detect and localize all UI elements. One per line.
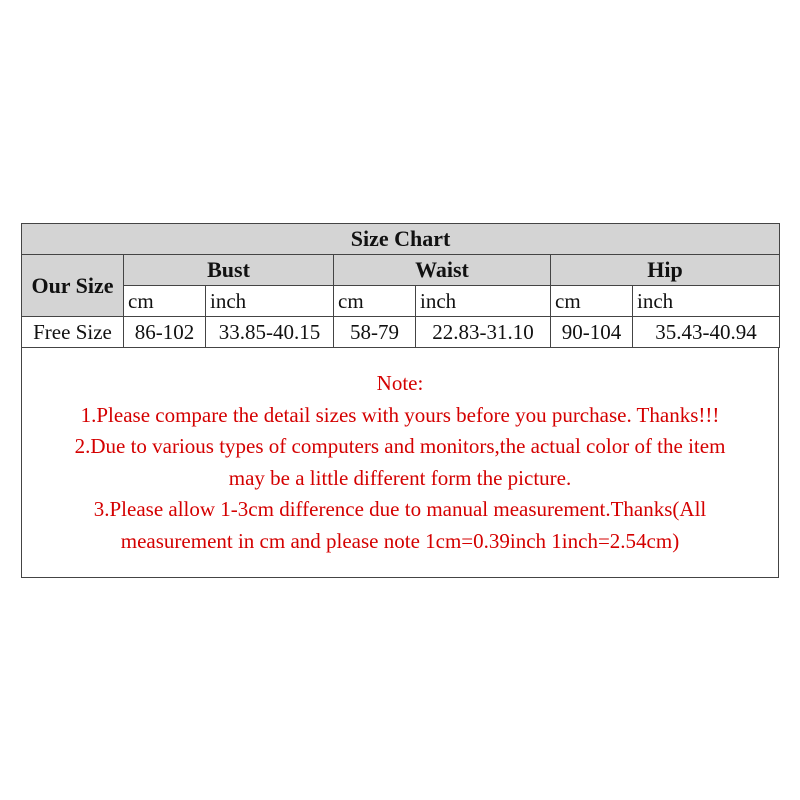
- unit-header-waist-inch: inch: [416, 286, 551, 317]
- group-header-bust: Bust: [124, 255, 334, 286]
- size-cell: Free Size: [22, 317, 124, 348]
- unit-header-bust-cm: cm: [124, 286, 206, 317]
- note-line: measurement in cm and please note 1cm=0.39inch 1inch=2.54cm): [120, 528, 680, 553]
- note-line: 2.Due to various types of computers and monitors,the actual color of the item: [74, 434, 726, 458]
- bust-inch-cell: 33.85-40.15: [206, 317, 334, 348]
- table-row: [22, 317, 780, 348]
- unit-header-bust-inch: inch: [206, 286, 334, 317]
- group-header-hip: Hip: [551, 255, 780, 286]
- unit-header-hip-cm: cm: [551, 286, 633, 317]
- waist-inch-cell: 22.83-31.10: [416, 317, 551, 348]
- note-line: 3.Please allow 1-3cm difference due to manual measurement.Thanks(All: [93, 497, 707, 521]
- size-chart-table: [21, 223, 780, 348]
- bust-cm-cell: 86-102: [124, 317, 206, 348]
- unit-header-waist-cm: cm: [334, 286, 416, 317]
- unit-header-hip-inch: inch: [633, 286, 780, 317]
- group-header-waist: Waist: [334, 255, 551, 286]
- size-chart-container: [21, 223, 779, 578]
- row-header-our-size: Our Size: [22, 255, 124, 317]
- hip-cm-cell: 90-104: [551, 317, 633, 348]
- waist-cm-cell: 58-79: [334, 317, 416, 348]
- note-line: may be a little different form the picture.: [228, 465, 572, 490]
- hip-inch-cell: 35.43-40.94: [633, 317, 780, 348]
- note-line: 1.Please compare the detail sizes with yours before you purchase. Thanks!!!: [80, 402, 720, 427]
- notes-heading: Note:: [376, 371, 424, 395]
- notes-panel: [21, 348, 779, 578]
- table-title: Size Chart: [22, 224, 780, 255]
